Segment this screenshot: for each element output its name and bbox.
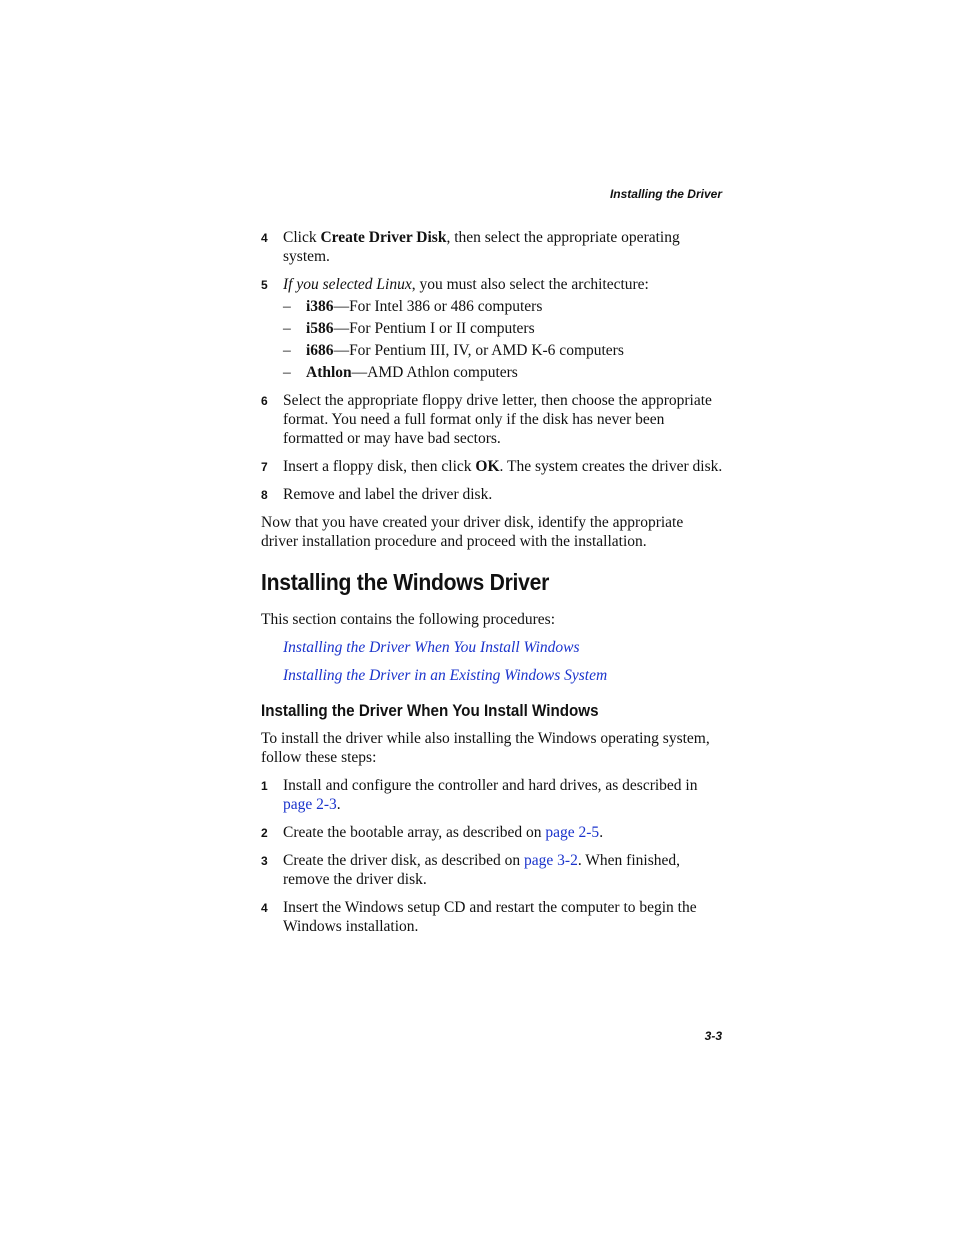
page-content bbox=[261, 228, 723, 945]
step-4 bbox=[261, 228, 723, 266]
step-number: 2 bbox=[261, 826, 268, 840]
step-7 bbox=[261, 457, 723, 476]
step-text: Select the appropriate floppy drive letter, then choose the appropriate format. You need a full format only if the disk has never been formatted or may have bad sectors. bbox=[283, 392, 712, 447]
step-number: 8 bbox=[261, 488, 268, 502]
step-number: 4 bbox=[261, 231, 268, 245]
step-number: 7 bbox=[261, 460, 268, 474]
architecture-item bbox=[261, 319, 723, 338]
dash-bullet: – bbox=[283, 298, 291, 315]
architecture-item bbox=[261, 341, 723, 360]
step-text: Install and configure the controller and hard drives, as described in bbox=[283, 777, 698, 794]
architecture-desc: —AMD Athlon computers bbox=[351, 364, 518, 381]
procedure-step-2 bbox=[261, 823, 723, 842]
step-text: . The system creates the driver disk. bbox=[499, 458, 723, 475]
step-number: 3 bbox=[261, 854, 268, 868]
step-text: . bbox=[599, 824, 604, 841]
procedure-step-3 bbox=[261, 851, 723, 889]
step-text: . When finished, remove the driver disk. bbox=[283, 852, 680, 888]
architecture-name: i386 bbox=[306, 298, 334, 315]
paragraph-summary: Now that you have created your driver disk, identify the appropriate driver installation procedure and proceed with the installation. bbox=[261, 514, 684, 550]
ui-label-ok: OK bbox=[475, 458, 500, 475]
cross-ref-link[interactable]: page 2-3 bbox=[283, 796, 337, 813]
architecture-item bbox=[261, 363, 723, 382]
section-heading: Installing the Windows Driver bbox=[261, 569, 550, 595]
procedure-step-4 bbox=[261, 898, 723, 936]
step-text: Remove and label the driver disk. bbox=[283, 486, 493, 503]
procedure-link-text[interactable]: Installing the Driver in an Existing Windows System bbox=[283, 667, 608, 684]
procedure-step-1 bbox=[261, 776, 723, 814]
cross-ref-link[interactable]: page 3-2 bbox=[524, 852, 578, 869]
architecture-name: i686 bbox=[306, 342, 334, 359]
step-6 bbox=[261, 391, 723, 448]
step-condition: If you selected Linux bbox=[283, 276, 412, 293]
architecture-desc: —For Pentium I or II computers bbox=[333, 320, 535, 337]
step-text: Insert the Windows setup CD and restart the computer to begin the Windows installation. bbox=[283, 899, 697, 935]
subsection-heading: Installing the Driver When You Install Windows bbox=[261, 702, 599, 720]
step-text: , then select the appropriate operating system. bbox=[283, 229, 680, 265]
section-intro: This section contains the following procedures: bbox=[261, 611, 556, 628]
procedure-link-existing-windows[interactable] bbox=[261, 666, 723, 685]
step-text: Click bbox=[283, 229, 321, 246]
cross-ref-link[interactable]: page 2-5 bbox=[545, 824, 600, 841]
step-number: 5 bbox=[261, 278, 268, 292]
step-text: Create the bootable array, as described on bbox=[283, 824, 546, 841]
step-text: , you must also select the architecture: bbox=[411, 276, 649, 293]
step-8 bbox=[261, 485, 723, 504]
subsection-intro: To install the driver while also installing the Windows operating system, follow these steps: bbox=[261, 730, 710, 766]
architecture-list bbox=[261, 297, 723, 382]
step-number: 4 bbox=[261, 901, 268, 915]
step-text: . bbox=[336, 796, 341, 813]
architecture-name: Athlon bbox=[306, 364, 352, 381]
dash-bullet: – bbox=[283, 342, 291, 359]
architecture-name: i586 bbox=[306, 320, 334, 337]
running-header: Installing the Driver bbox=[609, 187, 722, 201]
architecture-desc: —For Intel 386 or 486 computers bbox=[333, 298, 543, 315]
step-number: 6 bbox=[261, 394, 268, 408]
step-text: Insert a floppy disk, then click bbox=[283, 458, 476, 475]
procedure-link-install-windows[interactable] bbox=[261, 638, 723, 657]
dash-bullet: – bbox=[283, 320, 291, 337]
ui-label-create-driver-disk: Create Driver Disk bbox=[320, 229, 447, 246]
dash-bullet: – bbox=[283, 364, 291, 381]
procedure-link-text[interactable]: Installing the Driver When You Install Windows bbox=[283, 639, 580, 656]
page-number: 3-3 bbox=[704, 1029, 722, 1043]
step-text: Create the driver disk, as described on bbox=[283, 852, 525, 869]
architecture-desc: —For Pentium III, IV, or AMD K-6 computers bbox=[333, 342, 624, 359]
step-5 bbox=[261, 275, 723, 294]
architecture-item bbox=[261, 297, 723, 316]
step-number: 1 bbox=[261, 779, 268, 793]
